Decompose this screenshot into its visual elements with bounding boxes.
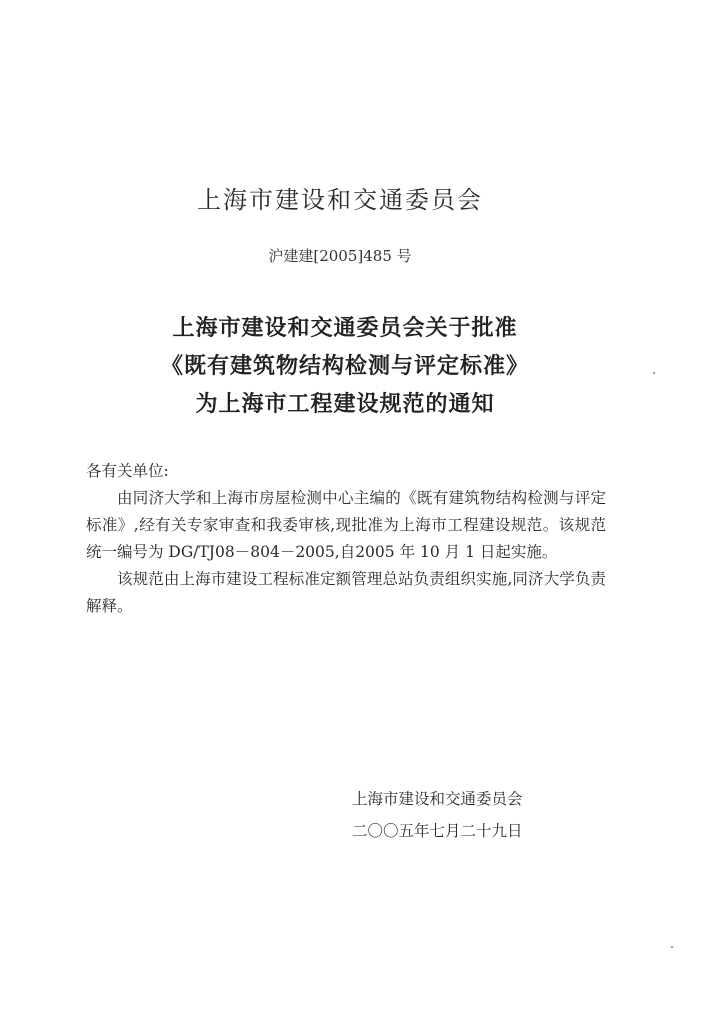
- signature-date: 二〇〇五年七月二十九日: [352, 822, 523, 840]
- notice-body: [86, 458, 606, 620]
- issuer-header: 上海市建设和交通委员会: [197, 186, 483, 214]
- title-line-2: 《既有建筑物结构检测与评定标准》: [160, 354, 529, 379]
- body-paragraph-2: 该规范由上海市建设工程标准定额管理总站负责组织实施,同济大学负责解释。: [86, 570, 606, 615]
- notice-title: [0, 310, 690, 424]
- salutation: 各有关单位:: [86, 462, 169, 480]
- signature-block: [352, 783, 523, 847]
- title-line-1: 上海市建设和交通委员会关于批准: [172, 316, 518, 341]
- title-line-3: 为上海市工程建设规范的通知: [195, 392, 495, 417]
- signature-organization: 上海市建设和交通委员会: [352, 790, 523, 808]
- document-number: 沪建建[2005]485 号: [268, 247, 412, 265]
- body-paragraph-1: 由同济大学和上海市房屋检测中心主编的《既有建筑物结构检测与评定标准》,经有关专家审查和我委审核,现批准为上海市工程建设规范。该规范统一编号为 DG/TJ08－804－2005,自2005 年 10 月 1 日起实施。: [86, 489, 606, 561]
- scan-speck: [653, 372, 655, 374]
- scan-speck: [671, 946, 673, 948]
